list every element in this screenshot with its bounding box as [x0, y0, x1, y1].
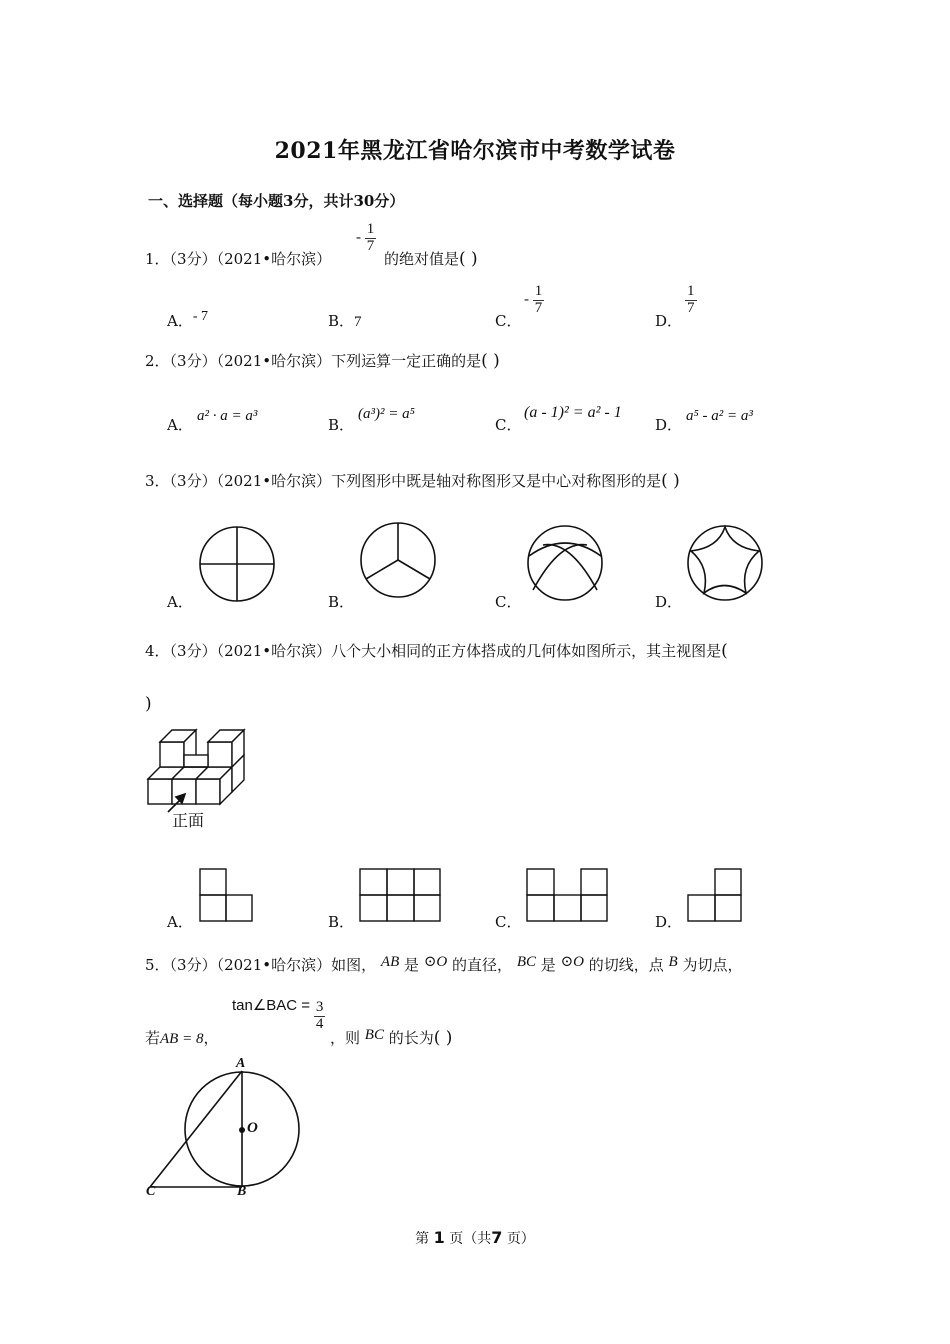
- minus-sign: -: [524, 291, 529, 308]
- front-view-d: [688, 869, 741, 921]
- option-2a-expr: a² · a = a³: [197, 408, 258, 424]
- option-label: C．: [495, 312, 522, 330]
- option-label: A．: [167, 416, 193, 434]
- option-3a[interactable]: A．: [167, 593, 193, 611]
- denominator: 7: [366, 237, 375, 254]
- option-label: B．: [328, 312, 355, 330]
- math-b: B: [668, 954, 678, 970]
- question-stem: 八个大小相同的正方体搭成的几何体如图所示，其主视图是: [331, 642, 722, 660]
- question-5-line-2-end: [330, 1027, 452, 1048]
- label-a: A: [236, 1056, 246, 1071]
- math-ab-eq: AB = 8: [160, 1031, 204, 1047]
- question-number: 2．: [145, 352, 170, 370]
- figure-circle-three-radii: [361, 523, 435, 597]
- math-bc: BC: [516, 954, 536, 970]
- denominator: 4: [315, 1015, 324, 1032]
- question-5-line-2: 若AB = 8，: [145, 1029, 219, 1047]
- tan-expression: [232, 996, 325, 1033]
- center-point: [239, 1127, 245, 1133]
- text-fragment: 是: [404, 956, 420, 974]
- label-b: B: [237, 1184, 247, 1199]
- question-stem: 下列运算一定正确的是: [331, 352, 482, 370]
- question-number: 3．: [145, 472, 170, 490]
- footer-text: 页（共: [449, 1231, 492, 1247]
- option-value: 7: [354, 314, 362, 330]
- tan-label: tan∠BAC =: [232, 996, 311, 1014]
- option-2b-expr: (a³)² = a⁵: [358, 406, 415, 422]
- text-fragment: 是: [540, 956, 556, 974]
- figure-circle-two-arcs: [528, 526, 602, 600]
- math-ab: AB: [380, 954, 400, 970]
- question-meta: （3分）（2021•哈尔滨）: [169, 956, 332, 974]
- option-4a[interactable]: A．: [167, 913, 193, 931]
- option-2d-expr: a⁵ - a² = a³: [686, 408, 753, 424]
- option-value: - 7: [192, 309, 209, 324]
- numerator: 1: [687, 283, 695, 299]
- denominator: 7: [534, 299, 543, 316]
- question-4: [145, 640, 728, 661]
- option-4d[interactable]: D．: [655, 913, 683, 931]
- text-fragment: 为切点，: [682, 956, 743, 974]
- option-label: D．: [655, 312, 683, 330]
- answer-paren: ( ): [459, 249, 478, 269]
- option-3c[interactable]: C．: [495, 593, 522, 611]
- question-meta: （3分）（2021•哈尔滨）: [169, 352, 332, 370]
- page-footer: [0, 1228, 950, 1248]
- text-fragment: 的切线，点: [588, 956, 664, 974]
- front-view-a: [200, 869, 252, 921]
- text-fragment: 的长为: [388, 1029, 434, 1047]
- text-fragment: ，则: [330, 1029, 361, 1047]
- denominator: 7: [687, 299, 695, 316]
- text-fragment: 若: [145, 1029, 161, 1047]
- question-stem: 的绝对值是: [384, 250, 460, 268]
- answer-paren-open: (: [721, 641, 728, 661]
- option-2c-expr: (a - 1)² = a² - 1: [524, 404, 622, 421]
- figure-circle-tangent: [150, 1071, 299, 1187]
- answer-paren: ( ): [433, 1028, 453, 1048]
- numerator: 1: [366, 221, 375, 237]
- footer-text: 页）: [506, 1231, 535, 1247]
- math-bc: BC: [364, 1027, 384, 1043]
- numerator: 3: [315, 999, 324, 1015]
- section-heading: 一、选择题（每小题3分，共计30分）: [148, 192, 405, 210]
- answer-paren-close: ): [145, 694, 152, 714]
- option-label: B．: [328, 416, 355, 434]
- question-meta: （3分）（2021•哈尔滨）: [169, 472, 332, 490]
- text-fragment: 如图，: [331, 956, 377, 974]
- math-circle-o: ⊙O: [560, 954, 584, 970]
- numerator: 1: [534, 283, 543, 299]
- question-5-line-1: [145, 954, 743, 975]
- front-view-b: [360, 869, 440, 921]
- question-meta: （3分）（2021•哈尔滨）: [169, 642, 332, 660]
- page-total: 7: [491, 1228, 503, 1247]
- footer-text: 第: [415, 1231, 430, 1247]
- question-number: 4．: [145, 642, 170, 660]
- figure-cube-stack: [148, 730, 244, 804]
- question-number: 5．: [145, 956, 170, 974]
- option-3b[interactable]: B．: [328, 593, 355, 611]
- figure-circle-cross: [200, 527, 274, 601]
- page-number: 1: [433, 1228, 445, 1247]
- answer-paren: ( ): [481, 351, 500, 371]
- figure-circle-five-arcs: [688, 526, 762, 600]
- text-fragment: 的直径，: [452, 956, 513, 974]
- question-meta: （3分）（2021•哈尔滨）: [169, 250, 332, 268]
- question-number: 1．: [145, 250, 170, 268]
- front-caption: 正面: [172, 811, 205, 830]
- tan-fraction: [314, 1000, 326, 1033]
- option-3d[interactable]: D．: [655, 593, 683, 611]
- option-label: A．: [167, 312, 193, 330]
- option-4b[interactable]: B．: [328, 913, 355, 931]
- minus-sign: -: [356, 229, 361, 246]
- option-label: C．: [495, 416, 522, 434]
- paper-title: 2021年黑龙江省哈尔滨市中考数学试卷: [274, 138, 676, 164]
- option-4c[interactable]: C．: [495, 913, 522, 931]
- label-c: C: [146, 1184, 156, 1199]
- math-circle-o: ⊙O: [423, 954, 448, 970]
- answer-paren: ( ): [661, 471, 680, 491]
- label-o: O: [247, 1120, 258, 1136]
- option-label: D．: [655, 416, 683, 434]
- question-stem: 下列图形中既是轴对称图形又是中心对称图形的是: [331, 472, 662, 490]
- front-view-c: [527, 869, 607, 921]
